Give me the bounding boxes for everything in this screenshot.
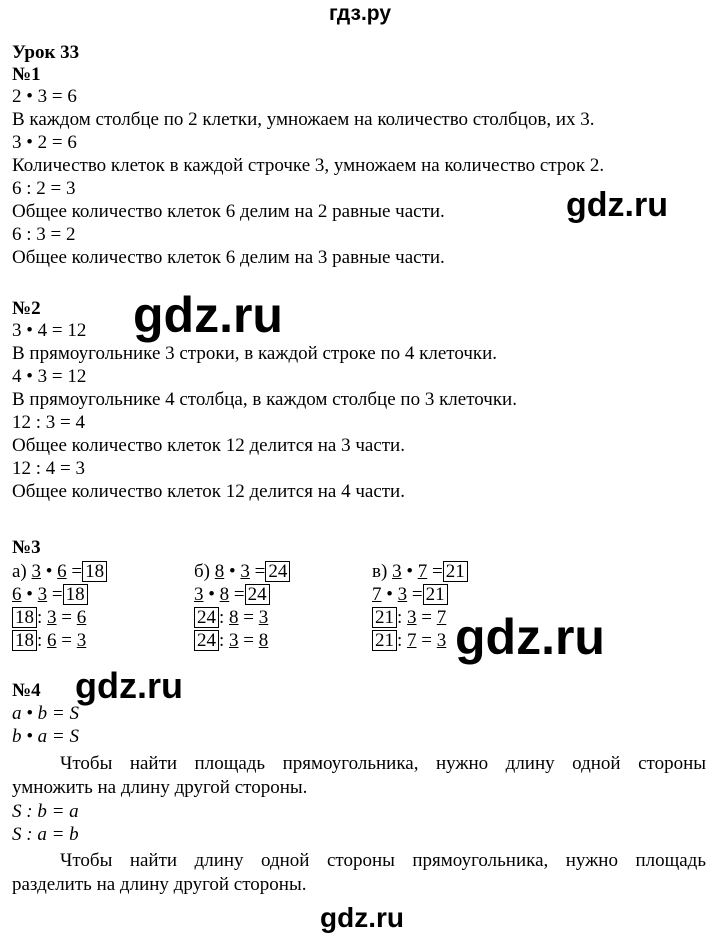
lesson-title: Урок 33	[12, 42, 80, 63]
task1-line: 2 • 3 = 6	[12, 86, 77, 107]
task1-line: 6 : 3 = 2	[12, 224, 76, 245]
task1-line: Количество клеток в каждой строчке 3, умножаем на количество строк 2.	[12, 155, 605, 176]
task3-c-row3: 21 : 3 = 7	[372, 607, 446, 629]
formula-side-b: S : a = b	[12, 824, 79, 845]
formula-area-swapped: b • a = S	[12, 726, 79, 747]
task1-line: 3 • 2 = 6	[12, 132, 77, 153]
task4-paragraph-2: Чтобы найти длину одной стороны прямоугольника, нужно площадь	[60, 850, 706, 871]
site-header: гдз.ру	[328, 2, 392, 25]
task1-line: Общее количество клеток 6 делим на 2 равные части.	[12, 201, 445, 222]
task2-line: 3 • 4 = 12	[12, 320, 87, 341]
task1-line: В каждом столбце по 2 клетки, умножаем на количество столбцов, их 3.	[12, 109, 595, 130]
task3-number: №3	[12, 537, 41, 558]
task4-number: №4	[12, 680, 41, 701]
formula-area: a • b = S	[12, 703, 79, 724]
task4-paragraph-1: Чтобы найти площадь прямоугольника, нужно длину одной стороны	[60, 753, 706, 774]
task2-line: 12 : 4 = 3	[12, 458, 85, 479]
watermark: gdz.ru	[75, 665, 183, 706]
task3-a-row1: а) 3 • 6 = 18	[12, 561, 107, 583]
task4-paragraph-2-end: разделить на длину другой стороны.	[12, 874, 307, 895]
task3-b-row2: 3 • 8 = 24	[194, 584, 270, 606]
task2-line: Общее количество клеток 12 делится на 3 части.	[12, 435, 405, 456]
task1-line: 6 : 2 = 3	[12, 178, 76, 199]
task2-line: 12 : 3 = 4	[12, 412, 85, 433]
task1-line: Общее количество клеток 6 делим на 3 равные части.	[12, 247, 445, 268]
task3-b-row4: 24 : 3 = 8	[194, 630, 268, 652]
task3-c-row2: 7 • 3 = 21	[372, 584, 448, 606]
watermark: gdz.ru	[566, 186, 668, 224]
watermark: gdz.ru	[455, 609, 605, 665]
task2-line: 4 • 3 = 12	[12, 366, 87, 387]
task2-line: Общее количество клеток 12 делится на 4 части.	[12, 481, 405, 502]
task2-number: №2	[12, 298, 41, 319]
task3-c-row1: в) 3 • 7 = 21	[372, 561, 468, 583]
watermark: gdz.ru	[320, 902, 404, 933]
task3-c-row4: 21 : 7 = 3	[372, 630, 446, 652]
watermark: gdz.ru	[133, 287, 283, 343]
task2-line: В прямоугольнике 4 столбца, в каждом столбце по 3 клеточки.	[12, 389, 517, 410]
task3-a-row3: 18 : 3 = 6	[12, 607, 86, 629]
task3-a-row4: 18 : 6 = 3	[12, 630, 86, 652]
task2-line: В прямоугольнике 3 строки, в каждой строке по 4 клеточки.	[12, 343, 498, 364]
task3-b-row3: 24 : 8 = 3	[194, 607, 268, 629]
formula-side-a: S : b = a	[12, 801, 79, 822]
task3-b-row1: б) 8 • 3 = 24	[194, 561, 290, 583]
task1-number: №1	[12, 64, 41, 85]
task4-paragraph-1-end: умножить на длину другой стороны.	[12, 777, 308, 798]
task3-a-row2: 6 • 3 = 18	[12, 584, 88, 606]
